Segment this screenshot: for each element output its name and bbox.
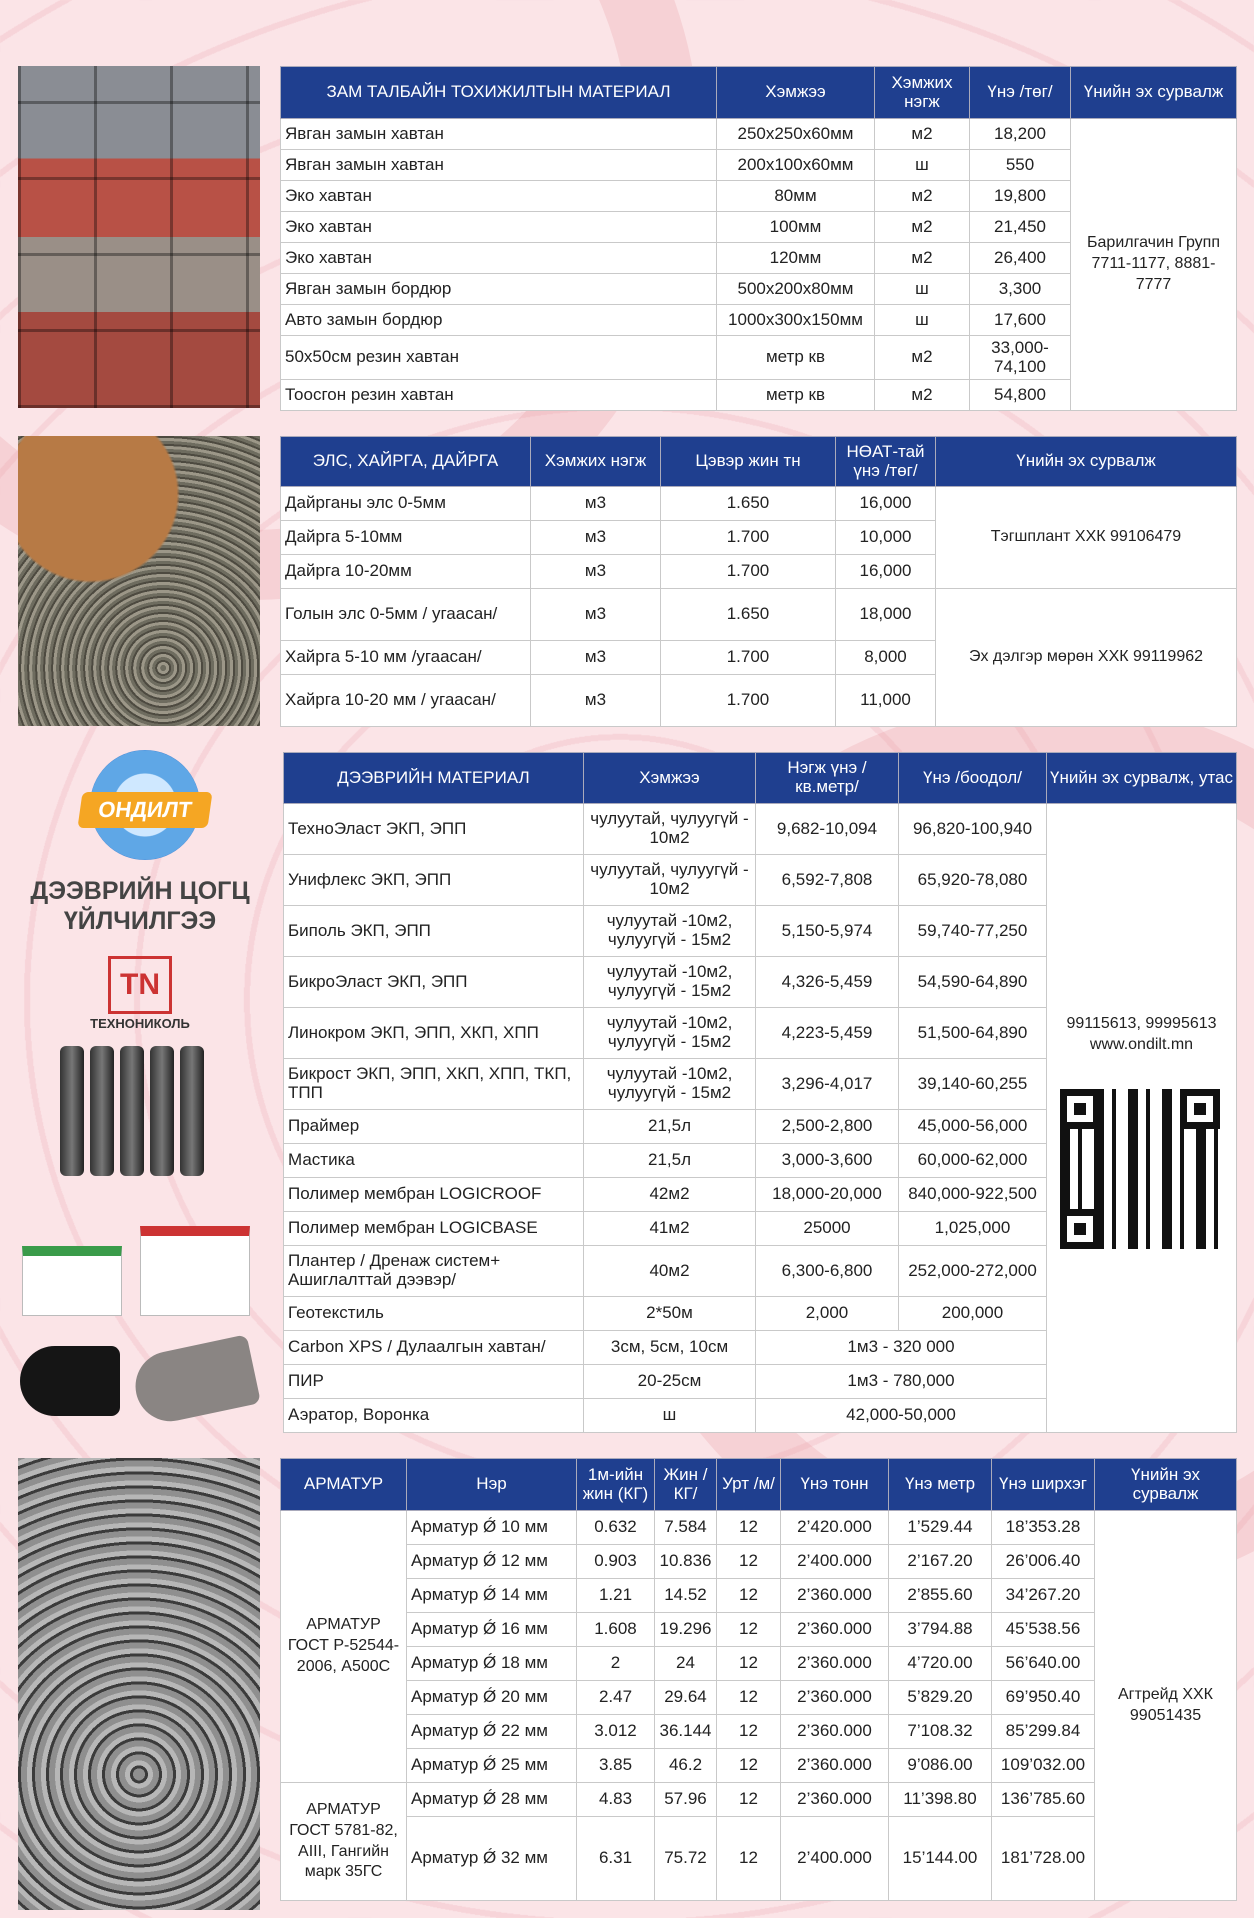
cell: 200,000 xyxy=(899,1297,1047,1331)
cell: чулуутай -10м2, чулуугүй - 15м2 xyxy=(584,1059,756,1110)
cell: 18,200 xyxy=(970,119,1071,150)
cell: Бикрост ЭКП, ЭПП, ХКП, ХПП, ТКП, ТПП xyxy=(284,1059,584,1110)
roll-icon xyxy=(60,1046,84,1176)
cell: 9’086.00 xyxy=(889,1749,992,1783)
cell: 10.836 xyxy=(655,1545,717,1579)
cell: 46.2 xyxy=(655,1749,717,1783)
cell: 45’538.56 xyxy=(992,1613,1095,1647)
cell: 85’299.84 xyxy=(992,1715,1095,1749)
cell: Арматур Ǿ 10 мм xyxy=(407,1511,577,1545)
cell: 2’167.20 xyxy=(889,1545,992,1579)
cell: 24 xyxy=(655,1647,717,1681)
cell: Арматур Ǿ 20 мм xyxy=(407,1681,577,1715)
cell: 5,150-5,974 xyxy=(756,906,899,957)
cell: 51,500-64,890 xyxy=(899,1008,1047,1059)
cell: 1.650 xyxy=(661,487,836,521)
cell: 18,000 xyxy=(836,589,936,641)
cell: 16,000 xyxy=(836,487,936,521)
cell: 65,920-78,080 xyxy=(899,855,1047,906)
sidebar-title: ДЭЭВРИЙН ЦОГЦ ҮЙЛЧИЛГЭЭ xyxy=(30,877,250,935)
cell: 1.650 xyxy=(661,589,836,641)
cell: 1.608 xyxy=(577,1613,655,1647)
col-header: ДЭЭВРИЙН МАТЕРИАЛ xyxy=(284,753,584,804)
cell: 8,000 xyxy=(836,641,936,675)
cell: 1000х300х150мм xyxy=(717,305,875,336)
cell: 10,000 xyxy=(836,521,936,555)
cell: 36.144 xyxy=(655,1715,717,1749)
cell: 9,682-10,094 xyxy=(756,804,899,855)
cell: 4’720.00 xyxy=(889,1647,992,1681)
col-header: Хэмжээ xyxy=(717,67,875,119)
cell: м2 xyxy=(875,119,970,150)
cell: Явган замын хавтан xyxy=(281,150,717,181)
cell: 2’400.000 xyxy=(781,1817,889,1901)
cell: 2*50м xyxy=(584,1297,756,1331)
cell: 12 xyxy=(717,1783,781,1817)
cell: 252,000-272,000 xyxy=(899,1246,1047,1297)
cell: 6,592-7,808 xyxy=(756,855,899,906)
cell: 2’420.000 xyxy=(781,1511,889,1545)
col-header: Үнэ тонн xyxy=(781,1459,889,1511)
cell: Арматур Ǿ 32 мм xyxy=(407,1817,577,1901)
cell: 6,300-6,800 xyxy=(756,1246,899,1297)
cell: 16,000 xyxy=(836,555,936,589)
cell: Carbon XPS / Дулаалгын хавтан/ xyxy=(284,1331,584,1365)
ondilt-logo: ОНДИЛТ xyxy=(77,792,212,828)
cell: Плантер / Дренаж систем+ Ашиглалттай дээвэр/ xyxy=(284,1246,584,1297)
table-row xyxy=(284,804,1237,855)
cell: Хайрга 10-20 мм / угаасан/ xyxy=(281,675,531,727)
cell: 69’950.40 xyxy=(992,1681,1095,1715)
col-header: Нэгж үнэ /кв.метр/ xyxy=(756,753,899,804)
cell: 2’360.000 xyxy=(781,1613,889,1647)
col-header: Жин /КГ/ xyxy=(655,1459,717,1511)
table-row xyxy=(281,1749,1237,1783)
cell: Явган замын бордюр xyxy=(281,274,717,305)
cell: 7.584 xyxy=(655,1511,717,1545)
cell: 0.903 xyxy=(577,1545,655,1579)
cell: 120мм xyxy=(717,243,875,274)
cell: Биполь ЭКП, ЭПП xyxy=(284,906,584,957)
cell: м3 xyxy=(531,589,661,641)
qr-corner xyxy=(1060,1089,1100,1129)
cell: 56’640.00 xyxy=(992,1647,1095,1681)
cell: 2 xyxy=(577,1647,655,1681)
insulation-box-icon xyxy=(140,1226,250,1316)
cell: 1.700 xyxy=(661,675,836,727)
col-header: 1м-ийн жин (КГ) xyxy=(577,1459,655,1511)
rebar-group: АРМАТУР ГОСТ 5781-82, АIII, Гангийн марк 35ГС xyxy=(281,1783,407,1901)
cell: 12 xyxy=(717,1613,781,1647)
cell: БикроЭласт ЭКП, ЭПП xyxy=(284,957,584,1008)
cell: 40м2 xyxy=(584,1246,756,1297)
table-row xyxy=(281,1783,1237,1817)
cell: 26,400 xyxy=(970,243,1071,274)
cell: чулуутай, чулуугүй - 10м2 xyxy=(584,855,756,906)
cell: 42м2 xyxy=(584,1178,756,1212)
col-header: Цэвэр жин тн xyxy=(661,437,836,487)
table-row xyxy=(281,487,1237,521)
cell: 4.83 xyxy=(577,1783,655,1817)
cell: ш xyxy=(875,274,970,305)
col-header: Хэмжих нэгж xyxy=(531,437,661,487)
cell: 4,326-5,459 xyxy=(756,957,899,1008)
table-row xyxy=(281,1545,1237,1579)
col-header: Үнийн эх сурвалж, утас xyxy=(1047,753,1237,804)
cell: 39,140-60,255 xyxy=(899,1059,1047,1110)
cell: 2’360.000 xyxy=(781,1715,889,1749)
col-header: Үнэ метр xyxy=(889,1459,992,1511)
cell: 60,000-62,000 xyxy=(899,1144,1047,1178)
cell: 1,025,000 xyxy=(899,1212,1047,1246)
cell: 96,820-100,940 xyxy=(899,804,1047,855)
rebar-group: АРМАТУР ГОСТ Р-52544-2006, А500С xyxy=(281,1511,407,1783)
cell: 21,450 xyxy=(970,212,1071,243)
cell: 75.72 xyxy=(655,1817,717,1901)
cell: 500х200х80мм xyxy=(717,274,875,305)
rebar-table xyxy=(280,1458,1237,1901)
cell: Арматур Ǿ 22 мм xyxy=(407,1715,577,1749)
cell: 3,300 xyxy=(970,274,1071,305)
cell: 136’785.60 xyxy=(992,1783,1095,1817)
cell: 29.64 xyxy=(655,1681,717,1715)
cell: м3 xyxy=(531,641,661,675)
col-header: Үнэ ширхэг xyxy=(992,1459,1095,1511)
cell: метр кв xyxy=(717,380,875,411)
cell: чулуутай -10м2, чулуугүй - 15м2 xyxy=(584,906,756,957)
col-header: ЗАМ ТАЛБАЙН ТОХИЖИЛТЫН МАТЕРИАЛ xyxy=(281,67,717,119)
cell: 109’032.00 xyxy=(992,1749,1095,1783)
source-cell: Эх дэлгэр мөрөн ХХК 99119962 xyxy=(936,589,1237,727)
cell: 59,740-77,250 xyxy=(899,906,1047,957)
cell: 840,000-922,500 xyxy=(899,1178,1047,1212)
cell: м3 xyxy=(531,521,661,555)
cell: Эко хавтан xyxy=(281,243,717,274)
cell: 57.96 xyxy=(655,1783,717,1817)
cell: 1м3 - 320 000 xyxy=(756,1331,1047,1365)
cell: 181’728.00 xyxy=(992,1817,1095,1901)
cell: 33,000-74,100 xyxy=(970,336,1071,380)
cell: 3’794.88 xyxy=(889,1613,992,1647)
cell: 1.700 xyxy=(661,521,836,555)
cell: Арматур Ǿ 18 мм xyxy=(407,1647,577,1681)
cell: 12 xyxy=(717,1749,781,1783)
cell: 11,000 xyxy=(836,675,936,727)
col-header: Үнийн эх сурвалж xyxy=(1095,1459,1237,1511)
cell: 34’267.20 xyxy=(992,1579,1095,1613)
cell: м3 xyxy=(531,675,661,727)
cell: 6.31 xyxy=(577,1817,655,1901)
qr-corner xyxy=(1060,1209,1100,1249)
cell: чулуутай, чулуугүй - 10м2 xyxy=(584,804,756,855)
cell: 1м3 - 780,000 xyxy=(756,1365,1047,1399)
cell: 250х250х60мм xyxy=(717,119,875,150)
insulation-box-icon xyxy=(22,1246,122,1316)
cell: Эко хавтан xyxy=(281,212,717,243)
col-header: Хэмжих нэгж xyxy=(875,67,970,119)
cell: 3.85 xyxy=(577,1749,655,1783)
cell: м2 xyxy=(875,380,970,411)
cell: 21,5л xyxy=(584,1110,756,1144)
roll-icon xyxy=(120,1046,144,1176)
cell: 2’360.000 xyxy=(781,1783,889,1817)
cell: ш xyxy=(875,150,970,181)
cell: Дайрга 10-20мм xyxy=(281,555,531,589)
cell: 7’108.32 xyxy=(889,1715,992,1749)
cell: ш xyxy=(875,305,970,336)
geotextile-roll-icon xyxy=(129,1334,261,1427)
cell: Голын элс 0-5мм / угаасан/ xyxy=(281,589,531,641)
source-cell: Тэгшплант ХХК 99106479 xyxy=(936,487,1237,589)
cell: Полимер мембран LOGICROOF xyxy=(284,1178,584,1212)
cell: м2 xyxy=(875,181,970,212)
cell: 1’529.44 xyxy=(889,1511,992,1545)
cell: Дайрганы элс 0-5мм xyxy=(281,487,531,521)
technonicol-brand: ТЕХНОНИКОЛЬ xyxy=(90,1016,190,1031)
cell: м3 xyxy=(531,555,661,589)
cell: 14.52 xyxy=(655,1579,717,1613)
cell: 2’360.000 xyxy=(781,1681,889,1715)
table-row xyxy=(281,1647,1237,1681)
cell: 17,600 xyxy=(970,305,1071,336)
cell: 12 xyxy=(717,1579,781,1613)
roll-icon xyxy=(150,1046,174,1176)
website-link[interactable]: www.ondilt.mn xyxy=(1089,1035,1194,1053)
cell: 3см, 5см, 10см xyxy=(584,1331,756,1365)
table-row xyxy=(281,589,1237,641)
cell: 19,800 xyxy=(970,181,1071,212)
cell: 1.700 xyxy=(661,641,836,675)
col-header: НӨАТ-тай үнэ /төг/ xyxy=(836,437,936,487)
cell: Арматур Ǿ 25 мм xyxy=(407,1749,577,1783)
cell: 19.296 xyxy=(655,1613,717,1647)
cell: 1.700 xyxy=(661,555,836,589)
cell: 12 xyxy=(717,1647,781,1681)
qr-code[interactable] xyxy=(1060,1089,1220,1249)
col-header: АРМАТУР xyxy=(281,1459,407,1511)
cell: 12 xyxy=(717,1511,781,1545)
cell: Дайрга 5-10мм xyxy=(281,521,531,555)
cell: 80мм xyxy=(717,181,875,212)
phone-number: 99115613, 99995613 xyxy=(1066,1015,1217,1032)
col-header: Урт /м/ xyxy=(717,1459,781,1511)
cell: 2.47 xyxy=(577,1681,655,1715)
cell: 200х100х60мм xyxy=(717,150,875,181)
cell: Мастика xyxy=(284,1144,584,1178)
cell: 2,500-2,800 xyxy=(756,1110,899,1144)
col-header: Үнэ /төг/ xyxy=(970,67,1071,119)
paving-table xyxy=(280,66,1237,411)
technonicol-logo: TN xyxy=(108,956,172,1014)
col-header: ЭЛС, ХАЙРГА, ДАЙРГА xyxy=(281,437,531,487)
cell: 100мм xyxy=(717,212,875,243)
cell: Аэратор, Воронка xyxy=(284,1399,584,1433)
cell: Хайрга 5-10 мм /угаасан/ xyxy=(281,641,531,675)
cell: 2’360.000 xyxy=(781,1647,889,1681)
cell: Явган замын хавтан xyxy=(281,119,717,150)
source-cell: Агтрейд ХХК 99051435 xyxy=(1095,1511,1237,1901)
cell: 20-25см xyxy=(584,1365,756,1399)
cell: Эко хавтан xyxy=(281,181,717,212)
cell: 41м2 xyxy=(584,1212,756,1246)
roll-icon xyxy=(180,1046,204,1176)
cell: Праймер xyxy=(284,1110,584,1144)
cell: 2’360.000 xyxy=(781,1749,889,1783)
cell: 42,000-50,000 xyxy=(756,1399,1047,1433)
cell: 2,000 xyxy=(756,1297,899,1331)
cell: 3,296-4,017 xyxy=(756,1059,899,1110)
cell: 15’144.00 xyxy=(889,1817,992,1901)
table-row xyxy=(281,1613,1237,1647)
cell: 54,800 xyxy=(970,380,1071,411)
cell: 45,000-56,000 xyxy=(899,1110,1047,1144)
cell: Арматур Ǿ 14 мм xyxy=(407,1579,577,1613)
cell: чулуутай -10м2, чулуугүй - 15м2 xyxy=(584,957,756,1008)
table-row xyxy=(281,1511,1237,1545)
cell: Полимер мембран LOGICBASE xyxy=(284,1212,584,1246)
cell: Авто замын бордюр xyxy=(281,305,717,336)
cell: 3.012 xyxy=(577,1715,655,1749)
cell: ТехноЭласт ЭКП, ЭПП xyxy=(284,804,584,855)
cell: ПИР xyxy=(284,1365,584,1399)
cell: 26’006.40 xyxy=(992,1545,1095,1579)
cell: 21,5л xyxy=(584,1144,756,1178)
cell: 5’829.20 xyxy=(889,1681,992,1715)
cell: 1.21 xyxy=(577,1579,655,1613)
cell: 25000 xyxy=(756,1212,899,1246)
table-row xyxy=(281,1715,1237,1749)
col-header: Нэр xyxy=(407,1459,577,1511)
cell: 12 xyxy=(717,1545,781,1579)
qr-corner xyxy=(1180,1089,1220,1129)
cell: чулуутай -10м2, чулуугүй - 15м2 xyxy=(584,1008,756,1059)
cell: Арматур Ǿ 12 мм xyxy=(407,1545,577,1579)
membrane-roll-icon xyxy=(20,1346,120,1416)
cell: м2 xyxy=(875,212,970,243)
cell: м3 xyxy=(531,487,661,521)
cell: 12 xyxy=(717,1715,781,1749)
table-row xyxy=(281,1817,1237,1901)
cell: ш xyxy=(584,1399,756,1433)
col-header: Үнийн эх сурвалж xyxy=(936,437,1237,487)
cell: Тоосгон резин хавтан xyxy=(281,380,717,411)
table-row xyxy=(281,1681,1237,1715)
cell: 4,223-5,459 xyxy=(756,1008,899,1059)
cell: 0.632 xyxy=(577,1511,655,1545)
rebar-photo xyxy=(18,1458,260,1910)
cell: Арматур Ǿ 28 мм xyxy=(407,1783,577,1817)
cell: 2’360.000 xyxy=(781,1579,889,1613)
paving-tiles-photo xyxy=(18,66,260,408)
cell: 3,000-3,600 xyxy=(756,1144,899,1178)
col-header: Хэмжээ xyxy=(584,753,756,804)
gravel-photo xyxy=(18,436,260,726)
cell: 11’398.80 xyxy=(889,1783,992,1817)
roll-icon xyxy=(90,1046,114,1176)
sand-gravel-table xyxy=(280,436,1237,727)
cell: м2 xyxy=(875,243,970,274)
cell: метр кв xyxy=(717,336,875,380)
cell: 2’400.000 xyxy=(781,1545,889,1579)
col-header: Үнийн эх сурвалж xyxy=(1071,67,1237,119)
table-row xyxy=(281,119,1237,150)
cell: Арматур Ǿ 16 мм xyxy=(407,1613,577,1647)
cell: 550 xyxy=(970,150,1071,181)
cell: 50х50см резин хавтан xyxy=(281,336,717,380)
cell: 18’353.28 xyxy=(992,1511,1095,1545)
cell: 12 xyxy=(717,1817,781,1901)
table-row xyxy=(281,1579,1237,1613)
cell: 2’855.60 xyxy=(889,1579,992,1613)
cell: Унифлекс ЭКП, ЭПП xyxy=(284,855,584,906)
cell: Линокром ЭКП, ЭПП, ХКП, ХПП xyxy=(284,1008,584,1059)
cell: м2 xyxy=(875,336,970,380)
col-header: Үнэ /боодол/ xyxy=(899,753,1047,804)
cell: Геотекстиль xyxy=(284,1297,584,1331)
source-cell: Барилгачин Групп 7711-1177, 8881-7777 xyxy=(1071,119,1237,411)
cell: 18,000-20,000 xyxy=(756,1178,899,1212)
roof-sidebar xyxy=(20,746,260,1426)
cell: 54,590-64,890 xyxy=(899,957,1047,1008)
cell: 12 xyxy=(717,1681,781,1715)
